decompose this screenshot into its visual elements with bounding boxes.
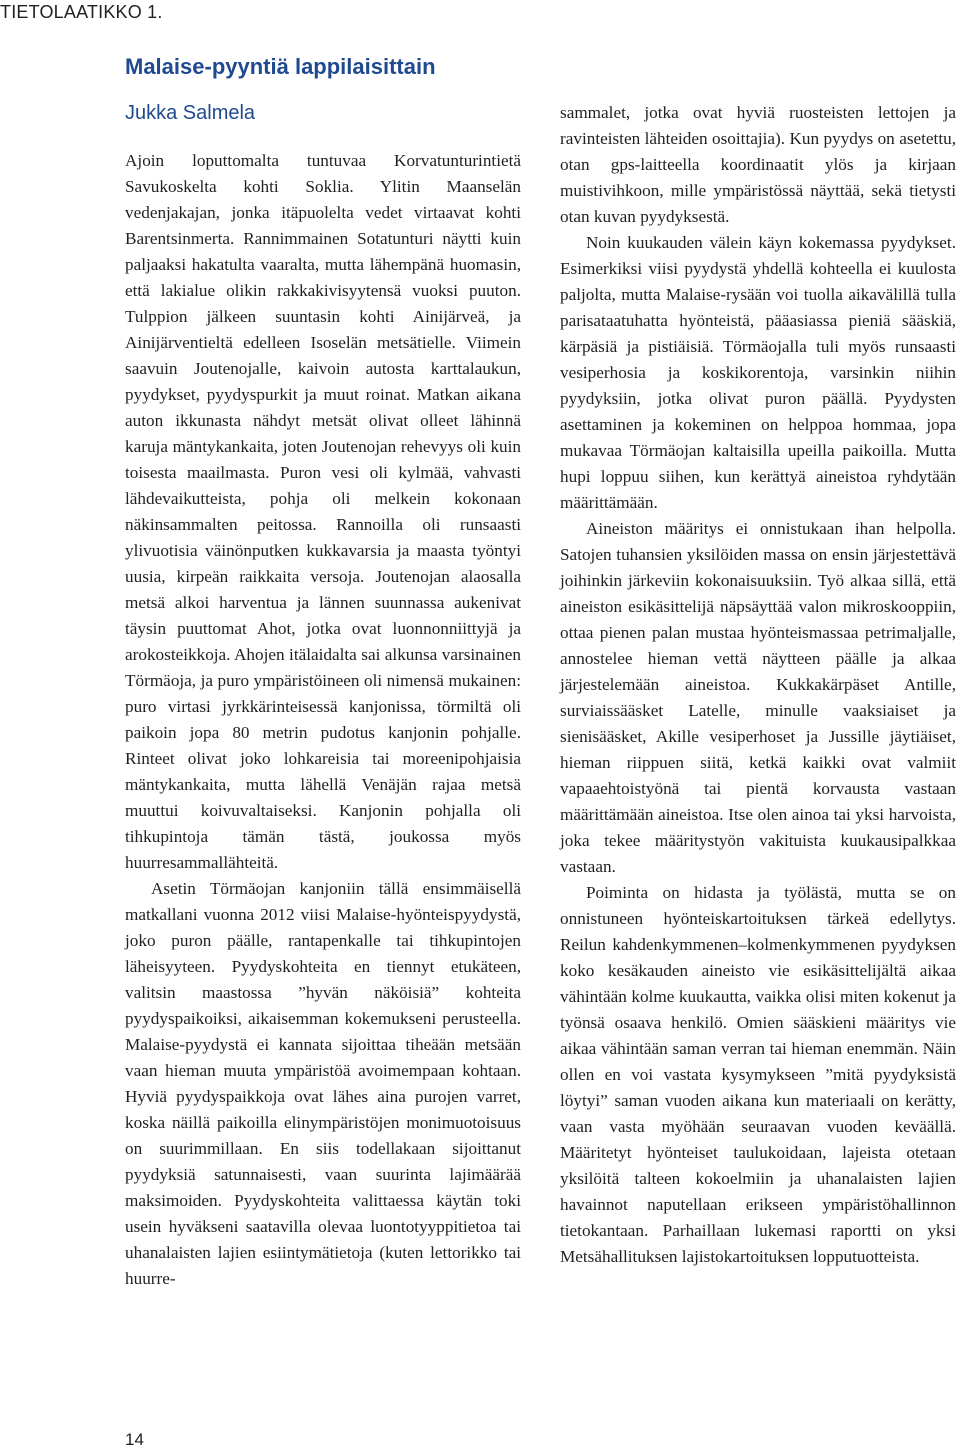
page-number: 14 xyxy=(125,1430,144,1449)
article-title: Malaise-pyyntiä lappilaisittain xyxy=(125,54,436,79)
paragraph: Ajoin loputtomalta tuntuvaa Korvatunturintietä Savukoskelta kohti Soklia. Ylitin Maanselän vedenjakajan, jonka itäpuolelta vedet virtaavat kohti Barentsinmerta. Rannimmainen Sotatunturi näytti kuin paljaaksi hakatulta vaaralta, mutta lähempänä huomasin, että lakialue olikin rakkakivisyytensä vuoksi puuton. Tulppion jälkeen suuntasin kohti Ainijärveä, ja Ainijärventieltä edelleen Isoselän metsätielle. Viimein saavuin Joutenojalle, kaivoin autosta karttalaukun, pyydykset, pyydyspurkit ja muut roinat. Matkan aikana auton ikkunasta nähdyt metsät olivat olleet lähinnä karuja mäntykankaita, joten Joutenojan rehevyys oli kuin toisesta maailmasta. Puron vesi oli kylmää, vahvasti lähdevaikutteista, pohja oli melkein kokonaan näkinsammalten peitossa. Rannoilla oli runsaasti ylivuotisia väinönputken kukkavarsia ja maasta työntyi uusia, kirpeän raikkaita versoja. Joutenojan alaosalla metsä alkoi harventua ja lännen suunnassa aukenivat täysin puuttomat Ahot, jotka ovat luonnonniittyjä ja arokosteikkoja. Ahojen itälaidalta sai alkunsa varsinainen Törmäoja, ja puro ympäristöineen oli nimensä mukainen: puro virtasi jyrkkärinteisessä kanjonissa, törmiltä oli paikoin jopa 80 metrin pudotus kanjonin pohjalle. Rinteet olivat joko lohkareisia tai moreenipohjaisia mäntykankaita, mutta lähellä Venäjän rajaa metsä muuttui koivuvaltaiseksi. Kanjonin pohjalla oli tihkupintoja tämän tästä, joukossa myös huurresammallähteitä. xyxy=(125,151,521,872)
paragraph: sammalet, jotka ovat hyviä ruosteisten lettojen ja ravinteisten lähteiden osoittajia). Kun pyydys on asetettu, otan gps-laitteella koordinaatit ylös ja kirjaan muistivihkoon, mille ympäristössä näyttää, sekä tietysti otan kuvan pyydyksestä. xyxy=(560,103,956,226)
left-column xyxy=(125,148,521,1292)
paragraph: Aineiston määritys ei onnistukaan ihan helpolla. Satojen tuhansien yksilöiden massa on ensin järjestettävä joihinkin järkeviin kokonaisuuksiin. Työ alkaa sillä, että aineiston esikäsittelijä näpsäyttää valon mikroskooppiin, ottaa pienen palan mustaa hyönteismassaa petrimaljalle, annostelee hieman vettä näytteen päälle ja alkaa järjestelemään aineistoa. Kukkakärpäset Antille, surviaissääsket Latelle, minulle vaaksiaiset ja sienisääsket, Akille vesiperhoset ja Jussille jäytiäiset, hieman riippuen siitä, ketkä kaikki ovat valmiit vapaaehtoistyönä tai pientä korvausta vastaan määrittämään aineistoa. Itse olen ainoa tai yksi harvoista, joka tekee määritystyön vakituista kuukausipalkkaa vastaan. xyxy=(560,519,956,876)
article-author: Jukka Salmela xyxy=(125,102,256,124)
right-column xyxy=(560,100,956,1270)
running-head: TIETOLAATIKKO 1. xyxy=(0,2,163,22)
paragraph: Noin kuukauden välein käyn kokemassa pyydykset. Esimerkiksi viisi pyydystä yhdellä kohteella ei kuulosta paljolta, mutta Malaise-rysään voi tuolla aikavälillä tulla parisataatuhatta hyönteistä, pääasiassa pieniä sääskiä, kärpäsiä ja pistiäisiä. Törmäojalla tuli myös runsaasti vesiperhosia ja koskikorentoja, varsinkin niihin pyydyksiin, jotka olivat puron päällä. Pyydysten asettaminen ja kokeminen on helppoa hommaa, jopa mukavaa Törmäojan kaltaisilla upeilla paikoilla. Mutta hupi loppuu siihen, kun kerättyä aineistoa ryhdytään määrittämään. xyxy=(560,233,956,512)
paragraph: Asetin Törmäojan kanjoniin tällä ensimmäisellä matkallani vuonna 2012 viisi Malaise-hyönteispyydystä, joko puron päälle, rantapenkalle tai tihkupintojen läheisyyteen. Pyydyskohteita en tiennyt etukäteen, valitsin maastossa ”hyvän näköisiä” kohteita pyydyspaikoiksi, aikaisemman kokemukseni perusteella. Malaise-pyydystä ei kannata sijoittaa tiheään metsään vaan hieman muuta ympäristöä avoimempaan kohtaan. Hyviä pyydyspaikkoja ovat lähes aina purojen varret, koska näillä paikoilla elinympäristöjen monimuotoisuus on suurimmillaan. En siis todellakaan sijoittanut pyydyksiä satunnaisesti, vaan suurinta lajimäärää maksimoiden. Pyydyskohteita valittaessa käytän toki usein hyväkseni saatavilla olevaa luontotyyppitietoa tai uhanalaisten lajien esiintymätietoja (kuten lettorikko tai huurre- xyxy=(125,879,521,1288)
paragraph: Poiminta on hidasta ja työlästä, mutta se on onnistuneen hyönteiskartoituksen tärkeä edellytys. Reilun kahdenkymmenen–kolmenkymmenen pyydyksen koko kesäkauden aineisto vie esikäsittelijältä aikaa vähintään kolme kuukautta, vaikka olisi miten kokenut ja työnsä osaava henkilö. Omien sääskieni määritys vie aikaa vähintään saman verran tai hieman enemmän. Näin ollen en voi vastata kysymykseen ”mitä pyydyksistä löytyi” saman vuoden aikana kun materiaali on kerätty, vaan vasta myöhään seuraavan vuoden keväällä. Määritetyt hyönteiset taulukoidaan, lajeista otetaan yksilöitä talteen kokoelmiin ja uhanalaisten lajien havainnot naputellaan erikseen ympäristöhallinnon tietokantaan. Parhaillaan lukemasi raportti on yksi Metsähallituksen lajistokartoituksen lopputuotteista. xyxy=(560,883,956,1266)
